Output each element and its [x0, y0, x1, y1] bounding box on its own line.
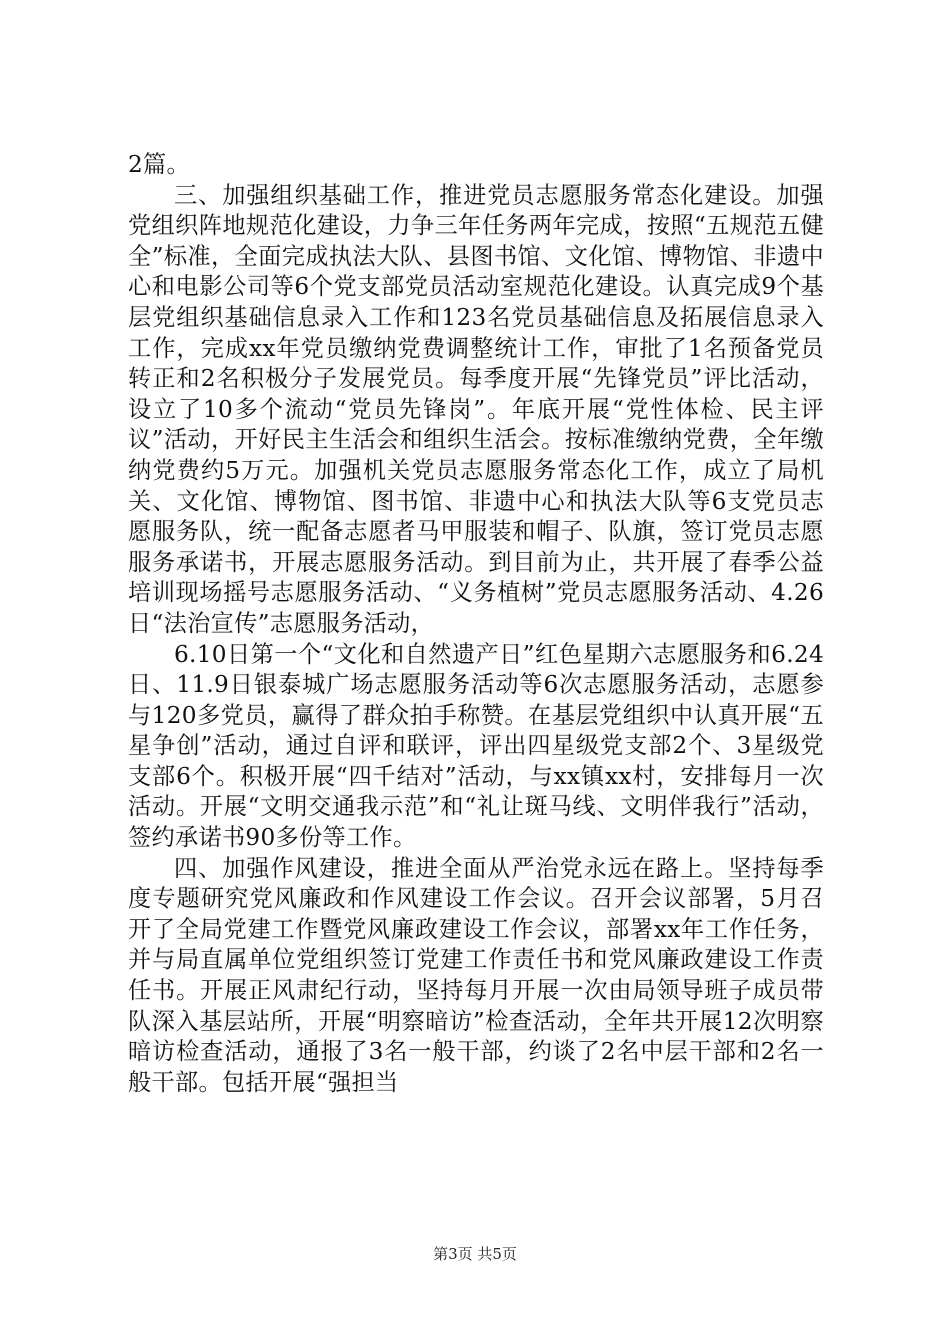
- paragraph-section-three: 三、加强组织基础工作，推进党员志愿服务常态化建设。加强党组织阵地规范化建设，力争三年任务两年完成，按照“五规范五健全”标准，全面完成执法大队、县图书馆、文化馆、博物馆、非遗中心和电影公司等6个党支部党员活动室规范化建设。认真完成9个基层党组织基础信息录入工作和123名党员基础信息及拓展信息录入工作，完成xx年党员缴纳党费调整统计工作，审批了1名预备党员转正和2名积极分子发展党员。每季度开展“先锋党员”评比活动，设立了10多个流动“党员先锋岗”。年底开展“党性体检、民主评议”活动，开好民主生活会和组织生活会。按标准缴纳党费，全年缴纳党费约5万元。加强机关党员志愿服务常态化工作，成立了局机关、文化馆、博物馆、图书馆、非遗中心和执法大队等6支党员志愿服务队，统一配备志愿者马甲服装和帽子、队旗，签订党员志愿服务承诺书，开展志愿服务活动。到目前为止，共开展了春季公益培训现场摇号志愿服务活动、“义务植树”党员志愿服务活动、4.26日“法治宣传”志愿服务活动，: [128, 181, 824, 637]
- document-body: [128, 150, 824, 1098]
- paragraph-section-four: 四、加强作风建设，推进全面从严治党永远在路上。坚持每季度专题研究党风廉政和作风建设工作会议。召开会议部署，5月召开了全局党建工作暨党风廉政建设工作会议，部署xx年工作任务，并与局直属单位党组织签订党建工作责任书和党风廉政建设工作责任书。开展正风肃纪行动，坚持每月开展一次由局领导班子成员带队深入基层站所，开展“明察暗访”检查活动，全年共开展12次明察暗访检查活动，通报了3名一般干部，约谈了2名中层干部和2名一般干部。包括开展“强担当: [128, 854, 824, 1096]
- page-number-footer: 第3页 共5页: [433, 1245, 517, 1263]
- paragraph-continuation: 2篇。: [128, 151, 191, 178]
- paragraph-volunteer-activities: 6.10日第一个“文化和自然遗产日”红色星期六志愿服务和6.24日、11.9日银泰城广场志愿服务活动等6次志愿服务活动，志愿参与120多党员，赢得了群众拍手称赞。在基层党组织中认真开展“五星争创”活动，通过自评和联评，评出四星级党支部2个、3星级党支部6个。积极开展“四千结对”活动，与xx镇xx村，安排每月一次活动。开展“文明交通我示范”和“礼让斑马线、文明伴我行”活动，签约承诺书90多份等工作。: [128, 640, 824, 852]
